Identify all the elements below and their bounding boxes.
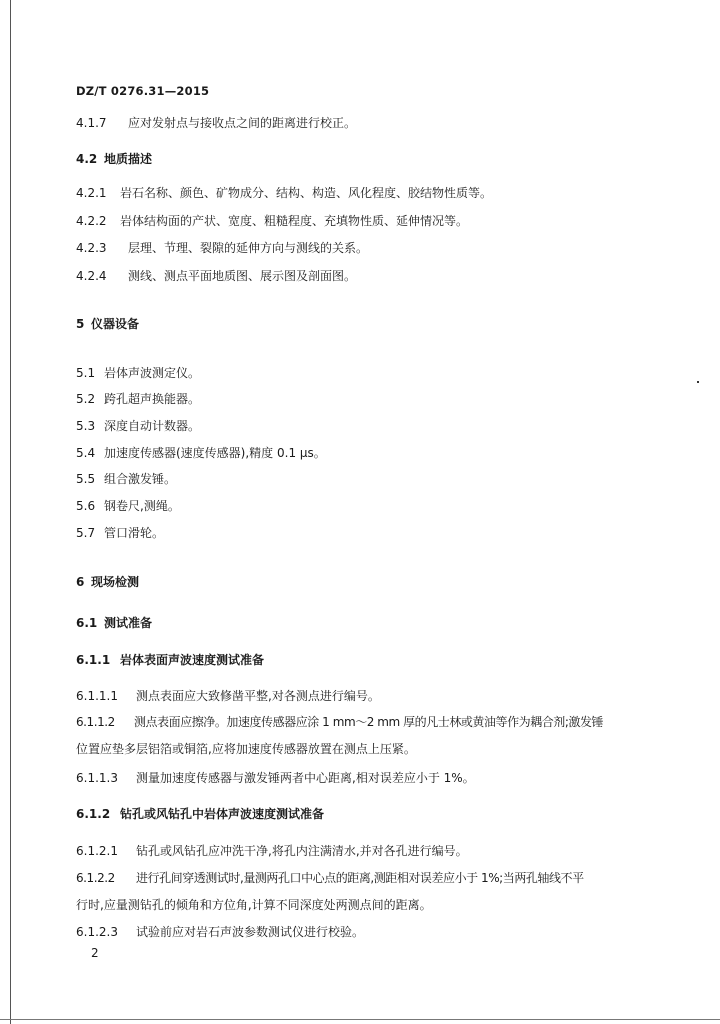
section-title: 测试准备 — [104, 616, 153, 630]
chapter-title: 仪器设备 — [91, 317, 140, 331]
section-6-1 — [76, 615, 152, 631]
section-6-1-1 — [76, 652, 264, 668]
clause-text: 岩石名称、颜色、矿物成分、结构、构造、风化程度、胶结物性质等。 — [120, 186, 493, 200]
clause-text: 组合激发锤。 — [104, 472, 177, 486]
section-number: 6.1 — [76, 616, 98, 630]
section-title: 岩体表面声波速度测试准备 — [120, 653, 265, 667]
clause-5-6 — [76, 498, 180, 514]
clause-6-1-2-3 — [76, 924, 364, 940]
clause-number: 6.1.2.3 — [76, 925, 118, 939]
clause-text: 层理、节理、裂隙的延伸方向与测线的关系。 — [128, 241, 369, 255]
clause-number: 6.1.1.3 — [76, 771, 118, 785]
clause-number: 5.5 — [76, 472, 96, 486]
clause-text: 测点表面应擦净。加速度传感器应涂 1 mm～2 mm 厚的凡士林或黄油等作为耦合剂;激发锤 — [134, 715, 604, 729]
clause-text: 进行孔间穿透测试时,量测两孔口中心点的距离,测距相对误差应小于 1%;当两孔轴线不平 — [136, 871, 584, 885]
clause-number: 4.2.2 — [76, 214, 107, 228]
clause-6-1-1-1 — [76, 688, 380, 704]
section-4-2 — [76, 151, 152, 167]
clause-text: 测线、测点平面地质图、展示图及剖面图。 — [128, 269, 357, 283]
clause-5-7 — [76, 525, 164, 541]
chapter-5 — [76, 316, 139, 332]
clause-text: 岩体声波测定仪。 — [104, 366, 201, 380]
clause-5-2 — [76, 391, 200, 407]
clause-number: 5.1 — [76, 366, 96, 380]
page-number: 2 — [91, 946, 99, 960]
clause-4-2-4 — [76, 268, 356, 284]
clause-4-2-3 — [76, 240, 368, 256]
chapter-title: 现场检测 — [91, 575, 140, 589]
scan-mark — [697, 381, 699, 383]
clause-6-1-1-3 — [76, 770, 475, 786]
clause-number: 6.1.1.2 — [76, 715, 115, 729]
section-6-1-2 — [76, 806, 324, 822]
clause-text: 深度自动计数器。 — [104, 419, 201, 433]
clause-text: 试验前应对岩石声波参数测试仪进行校验。 — [136, 925, 365, 939]
section-number: 6.1.2 — [76, 807, 111, 821]
clause-6-1-1-2 — [76, 714, 603, 730]
clause-text: 加速度传感器(速度传感器),精度 0.1 μs。 — [104, 446, 326, 460]
clause-text: 测量加速度传感器与激发锤两者中心距离,相对误差应小于 1%。 — [136, 771, 475, 785]
clause-text: 岩体结构面的产状、宽度、粗糙程度、充填物性质、延伸情况等。 — [120, 214, 469, 228]
chapter-6 — [76, 574, 139, 590]
section-number: 6.1.1 — [76, 653, 111, 667]
clause-text: 管口滑轮。 — [104, 526, 165, 540]
chapter-number: 5 — [76, 317, 85, 331]
clause-6-1-2-2 — [76, 870, 584, 886]
clause-number: 6.1.2.2 — [76, 871, 115, 885]
clause-number: 4.2.1 — [76, 186, 107, 200]
clause-number: 6.1.1.1 — [76, 689, 118, 703]
clause-4-2-1 — [76, 185, 492, 201]
clause-6-1-2-2-continued: 行时,应量测钻孔的倾角和方位角,计算不同深度处两测点间的距离。 — [76, 898, 432, 912]
page-edge-bottom — [0, 1019, 720, 1020]
clause-text: 钢卷尺,测绳。 — [104, 499, 180, 513]
clause-5-4 — [76, 445, 326, 461]
document-header: DZ/T 0276.31—2015 — [76, 84, 210, 98]
clause-number: 5.3 — [76, 419, 96, 433]
clause-5-1 — [76, 365, 200, 381]
clause-number: 4.2.4 — [76, 269, 107, 283]
clause-text: 跨孔超声换能器。 — [104, 392, 201, 406]
clause-text: 钻孔或风钻孔应冲洗干净,将孔内注满清水,并对各孔进行编号。 — [136, 844, 468, 858]
section-title: 钻孔或风钻孔中岩体声波速度测试准备 — [120, 807, 325, 821]
clause-6-1-1-2-continued: 位置应垫多层铝箔或铜箔,应将加速度传感器放置在测点上压紧。 — [76, 742, 416, 756]
clause-4-1-7 — [76, 115, 356, 131]
page-edge-left — [10, 0, 11, 1024]
clause-text: 应对发射点与接收点之间的距离进行校正。 — [128, 116, 357, 130]
clause-text: 测点表面应大致修凿平整,对各测点进行编号。 — [136, 689, 380, 703]
clause-number: 5.2 — [76, 392, 96, 406]
clause-5-3 — [76, 418, 200, 434]
clause-4-2-2 — [76, 213, 468, 229]
chapter-number: 6 — [76, 575, 85, 589]
section-title: 地质描述 — [104, 152, 153, 166]
clause-number: 5.7 — [76, 526, 96, 540]
clause-5-5 — [76, 471, 176, 487]
clause-number: 5.4 — [76, 446, 96, 460]
section-number: 4.2 — [76, 152, 98, 166]
clause-number: 6.1.2.1 — [76, 844, 118, 858]
clause-number: 5.6 — [76, 499, 96, 513]
clause-number: 4.2.3 — [76, 241, 107, 255]
clause-6-1-2-1 — [76, 843, 468, 859]
clause-number: 4.1.7 — [76, 116, 107, 130]
